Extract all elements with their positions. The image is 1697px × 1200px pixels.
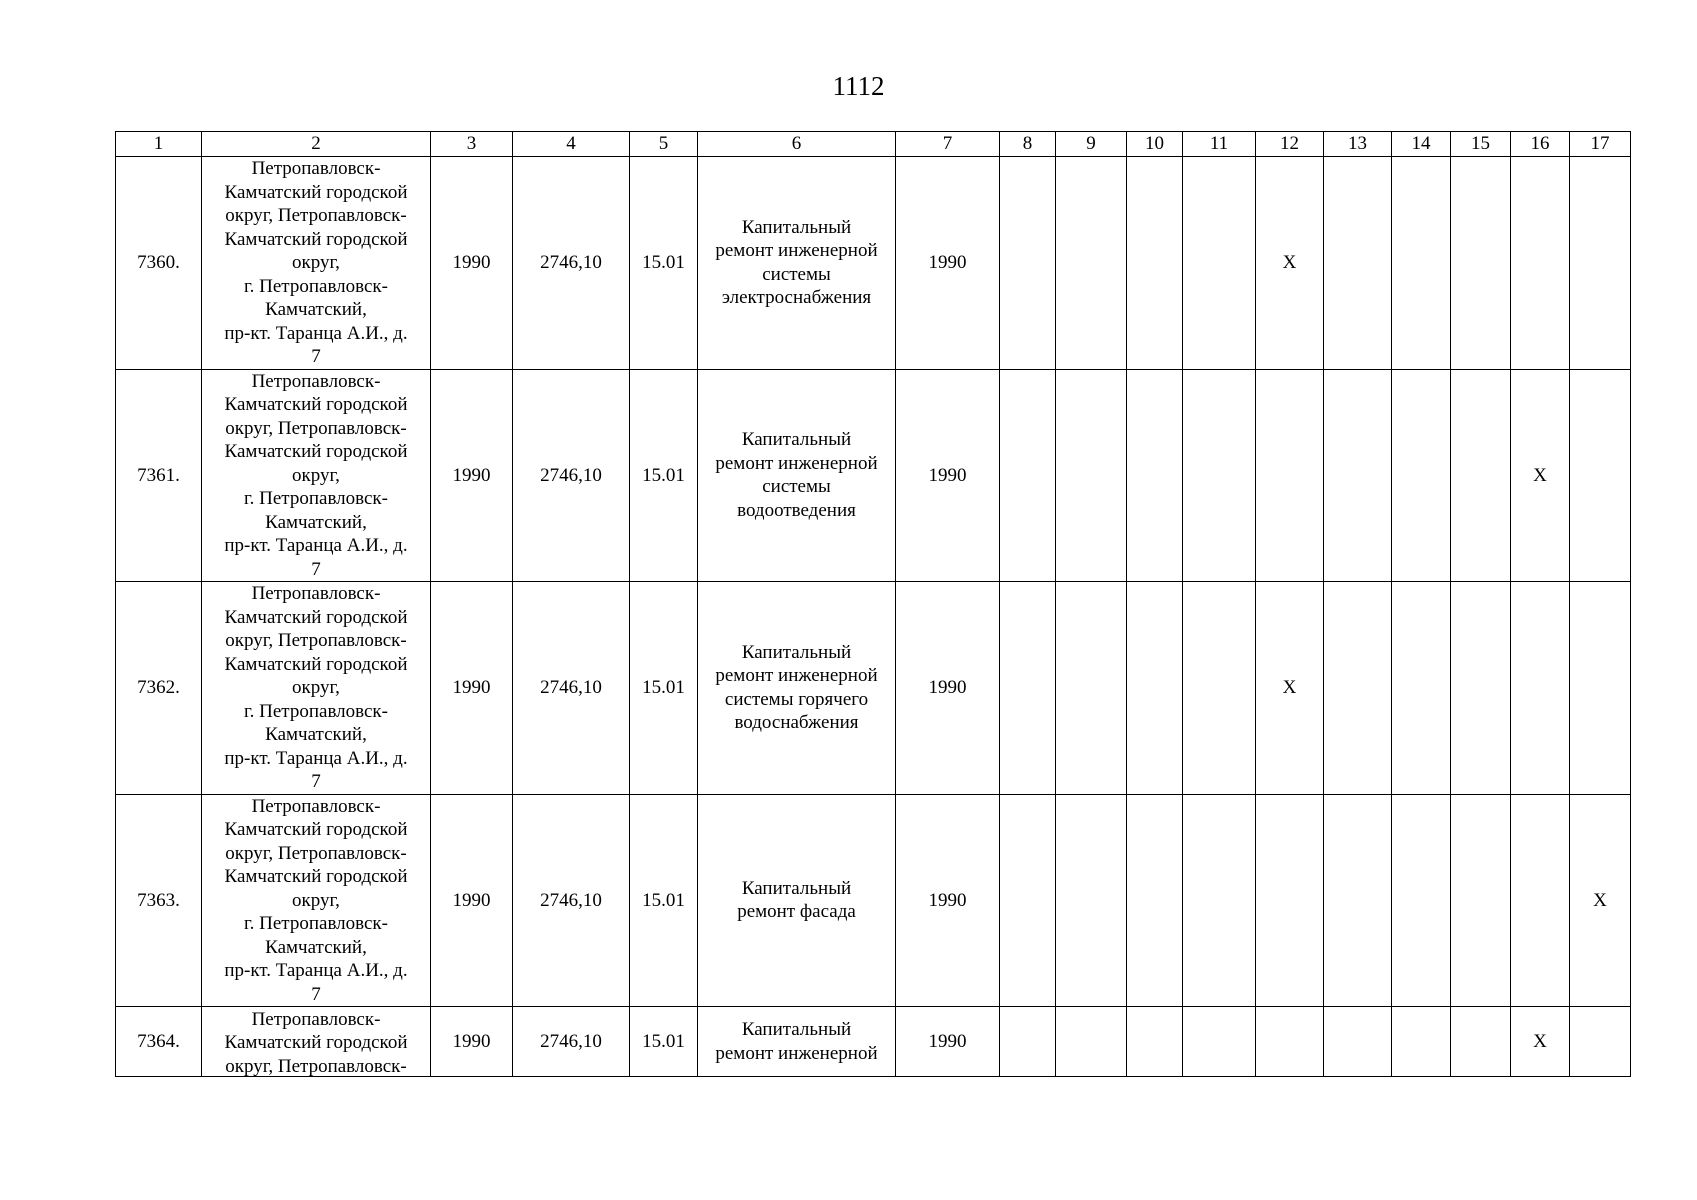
work-type-cell: Капитальный ремонт инженерной системы горячего водоснабжения	[698, 582, 896, 795]
mark-cell	[1183, 794, 1256, 1007]
mark-cell	[1183, 1007, 1256, 1077]
address-cell: Петропавловск- Камчатский городской округ, Петропавловск- Камчатский городской округ, г. Петропавловск- Камчатский, пр-кт. Таранца А.И., д. 7	[202, 582, 431, 795]
column-header: 10	[1127, 132, 1183, 157]
mark-cell	[1392, 582, 1451, 795]
address-cell: Петропавловск- Камчатский городской округ, Петропавловск- Камчатский городской округ, г. Петропавловск- Камчатский, пр-кт. Таранца А.И., д. 7	[202, 157, 431, 370]
table-row	[116, 1007, 1631, 1077]
row-number: 7364.	[116, 1007, 202, 1077]
mark-cell	[1056, 157, 1127, 370]
mark-cell	[1000, 369, 1056, 582]
mark-cell	[1127, 794, 1183, 1007]
code-cell: 15.01	[630, 794, 698, 1007]
year-built-cell: 1990	[431, 369, 513, 582]
mark-cell	[1183, 157, 1256, 370]
column-header: 8	[1000, 132, 1056, 157]
mark-cell: X	[1570, 794, 1631, 1007]
column-header: 6	[698, 132, 896, 157]
mark-cell	[1451, 1007, 1511, 1077]
area-cell: 2746,10	[513, 1007, 630, 1077]
mark-cell	[1392, 1007, 1451, 1077]
mark-cell	[1127, 1007, 1183, 1077]
row-number: 7361.	[116, 369, 202, 582]
column-header: 15	[1451, 132, 1511, 157]
mark-cell	[1000, 1007, 1056, 1077]
mark-cell	[1000, 157, 1056, 370]
table-row	[116, 157, 1631, 370]
column-header: 14	[1392, 132, 1451, 157]
year-built-cell: 1990	[431, 582, 513, 795]
column-header: 12	[1256, 132, 1324, 157]
table-row	[116, 582, 1631, 795]
column-header: 7	[896, 132, 1000, 157]
mark-cell	[1056, 1007, 1127, 1077]
column-header: 2	[202, 132, 431, 157]
work-type-text: Капитальный ремонт инженерной	[715, 1019, 878, 1064]
area-cell: 2746,10	[513, 794, 630, 1007]
mark-cell	[1056, 582, 1127, 795]
column-header: 13	[1324, 132, 1392, 157]
mark-cell	[1511, 794, 1570, 1007]
column-header: 9	[1056, 132, 1127, 157]
mark-cell	[1324, 582, 1392, 795]
mark-cell	[1324, 157, 1392, 370]
column-header: 11	[1183, 132, 1256, 157]
mark-cell	[1127, 582, 1183, 795]
mark-cell	[1570, 157, 1631, 370]
area-cell: 2746,10	[513, 369, 630, 582]
mark-cell	[1324, 1007, 1392, 1077]
column-header: 17	[1570, 132, 1631, 157]
mark-cell	[1056, 369, 1127, 582]
mark-cell: X	[1256, 157, 1324, 370]
area-cell: 2746,10	[513, 582, 630, 795]
mark-cell	[1183, 582, 1256, 795]
address-cell: Петропавловск- Камчатский городской округ, Петропавловск- Камчатский городской округ, г. Петропавловск- Камчатский, пр-кт. Таранца А.И., д. 7	[202, 794, 431, 1007]
year-cell: 1990	[896, 794, 1000, 1007]
mark-cell	[1392, 157, 1451, 370]
area-cell: 2746,10	[513, 157, 630, 370]
year-cell: 1990	[896, 1007, 1000, 1077]
mark-cell	[1570, 369, 1631, 582]
mark-cell	[1392, 794, 1451, 1007]
year-built-cell: 1990	[431, 157, 513, 370]
year-built-cell: 1990	[431, 794, 513, 1007]
work-type-cell: Капитальный ремонт инженерной системы электроснабжения	[698, 157, 896, 370]
mark-cell	[1451, 794, 1511, 1007]
column-header: 4	[513, 132, 630, 157]
column-numbers-row	[116, 132, 1631, 157]
mark-cell: X	[1511, 369, 1570, 582]
address-cell: Петропавловск- Камчатский городской округ, Петропавловск- Камчатский городской округ, г. Петропавловск- Камчатский, пр-кт. Таранца А.И., д. 7	[202, 369, 431, 582]
column-header: 1	[116, 132, 202, 157]
mark-cell	[1324, 369, 1392, 582]
mark-cell	[1511, 582, 1570, 795]
year-built-cell: 1990	[431, 1007, 513, 1077]
table-row	[116, 369, 1631, 582]
row-number: 7360.	[116, 157, 202, 370]
mark-cell	[1451, 582, 1511, 795]
address-text: Петропавловск- Камчатский городской округ, Петропавловск-	[224, 1008, 408, 1076]
mark-cell	[1127, 157, 1183, 370]
year-cell: 1990	[896, 369, 1000, 582]
mark-cell	[1570, 582, 1631, 795]
mark-cell: X	[1511, 1007, 1570, 1077]
mark-cell	[1324, 794, 1392, 1007]
work-type-cell: Капитальный ремонт инженерной системы водоотведения	[698, 369, 896, 582]
mark-cell	[1256, 794, 1324, 1007]
column-header: 5	[630, 132, 698, 157]
mark-cell	[1256, 1007, 1324, 1077]
table-header	[116, 132, 1631, 157]
work-type-cell: Капитальный ремонт фасада	[698, 794, 896, 1007]
address-cell	[202, 1007, 431, 1077]
mark-cell	[1000, 582, 1056, 795]
column-header: 16	[1511, 132, 1570, 157]
year-cell: 1990	[896, 582, 1000, 795]
mark-cell	[1183, 369, 1256, 582]
mark-cell	[1127, 369, 1183, 582]
row-number: 7363.	[116, 794, 202, 1007]
mark-cell	[1511, 157, 1570, 370]
row-number: 7362.	[116, 582, 202, 795]
mark-cell	[1570, 1007, 1631, 1077]
mark-cell	[1256, 369, 1324, 582]
year-cell: 1990	[896, 157, 1000, 370]
code-cell: 15.01	[630, 157, 698, 370]
work-type-cell	[698, 1007, 896, 1077]
register-table	[115, 131, 1631, 1077]
column-header: 3	[431, 132, 513, 157]
table-row	[116, 794, 1631, 1007]
mark-cell	[1392, 369, 1451, 582]
code-cell: 15.01	[630, 582, 698, 795]
mark-cell	[1451, 157, 1511, 370]
mark-cell	[1451, 369, 1511, 582]
mark-cell: X	[1256, 582, 1324, 795]
mark-cell	[1056, 794, 1127, 1007]
page-number: 1112	[832, 71, 885, 101]
code-cell: 15.01	[630, 369, 698, 582]
mark-cell	[1000, 794, 1056, 1007]
code-cell: 15.01	[630, 1007, 698, 1077]
